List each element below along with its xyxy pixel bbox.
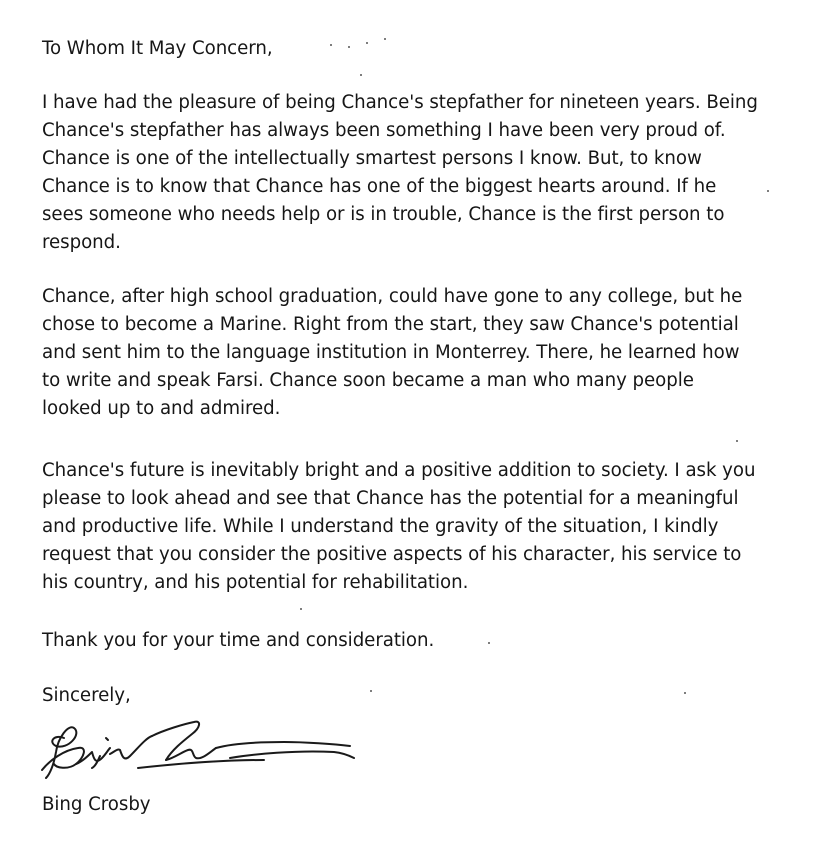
scan-speck	[366, 42, 368, 44]
paragraph-3-line-4: request that you consider the positive aspects of his character, his service to	[42, 544, 742, 565]
paragraph-1-line-4: Chance is to know that Chance has one of the biggest hearts around. If he	[42, 176, 717, 197]
scan-speck	[348, 46, 350, 48]
scan-speck	[384, 38, 386, 40]
scan-speck	[488, 642, 490, 644]
paragraph-3-line-2: please to look ahead and see that Chance has the potential for a meaningful	[42, 488, 739, 509]
handwritten-signature	[34, 708, 364, 790]
thanks-line: Thank you for your time and consideration.	[42, 630, 435, 651]
scan-speck	[330, 44, 332, 46]
paragraph-3-line-1: Chance's future is inevitably bright and a positive addition to society. I ask you	[42, 460, 756, 481]
paragraph-2-line-5: looked up to and admired.	[42, 398, 281, 419]
closing: Sincerely,	[42, 685, 131, 706]
paragraph-2-line-3: and sent him to the language institution in Monterrey. There, he learned how	[42, 342, 740, 363]
paragraph-3-line-3: and productive life. While I understand the gravity of the situation, I kindly	[42, 516, 719, 537]
scan-speck	[360, 74, 362, 76]
paragraph-2-line-2: chose to become a Marine. Right from the start, they saw Chance's potential	[42, 314, 739, 335]
scan-speck	[736, 440, 738, 442]
scan-speck	[684, 692, 686, 694]
paragraph-2-line-1: Chance, after high school graduation, could have gone to any college, but he	[42, 286, 743, 307]
scan-speck	[370, 690, 372, 692]
signature-name: Bing Crosby	[42, 794, 151, 815]
paragraph-1-line-3: Chance is one of the intellectually smartest persons I know. But, to know	[42, 148, 702, 169]
paragraph-1-line-6: respond.	[42, 232, 121, 253]
paragraph-1-line-1: I have had the pleasure of being Chance's stepfather for nineteen years. Being	[42, 92, 758, 113]
scan-speck	[300, 608, 302, 610]
paragraph-1-line-5: sees someone who needs help or is in trouble, Chance is the first person to	[42, 204, 725, 225]
paragraph-1-line-2: Chance's stepfather has always been something I have been very proud of.	[42, 120, 726, 141]
scan-speck	[767, 190, 769, 192]
paragraph-3-line-5: his country, and his potential for rehabilitation.	[42, 572, 469, 593]
paragraph-2-line-4: to write and speak Farsi. Chance soon became a man who many people	[42, 370, 694, 391]
salutation: To Whom It May Concern,	[42, 38, 273, 59]
